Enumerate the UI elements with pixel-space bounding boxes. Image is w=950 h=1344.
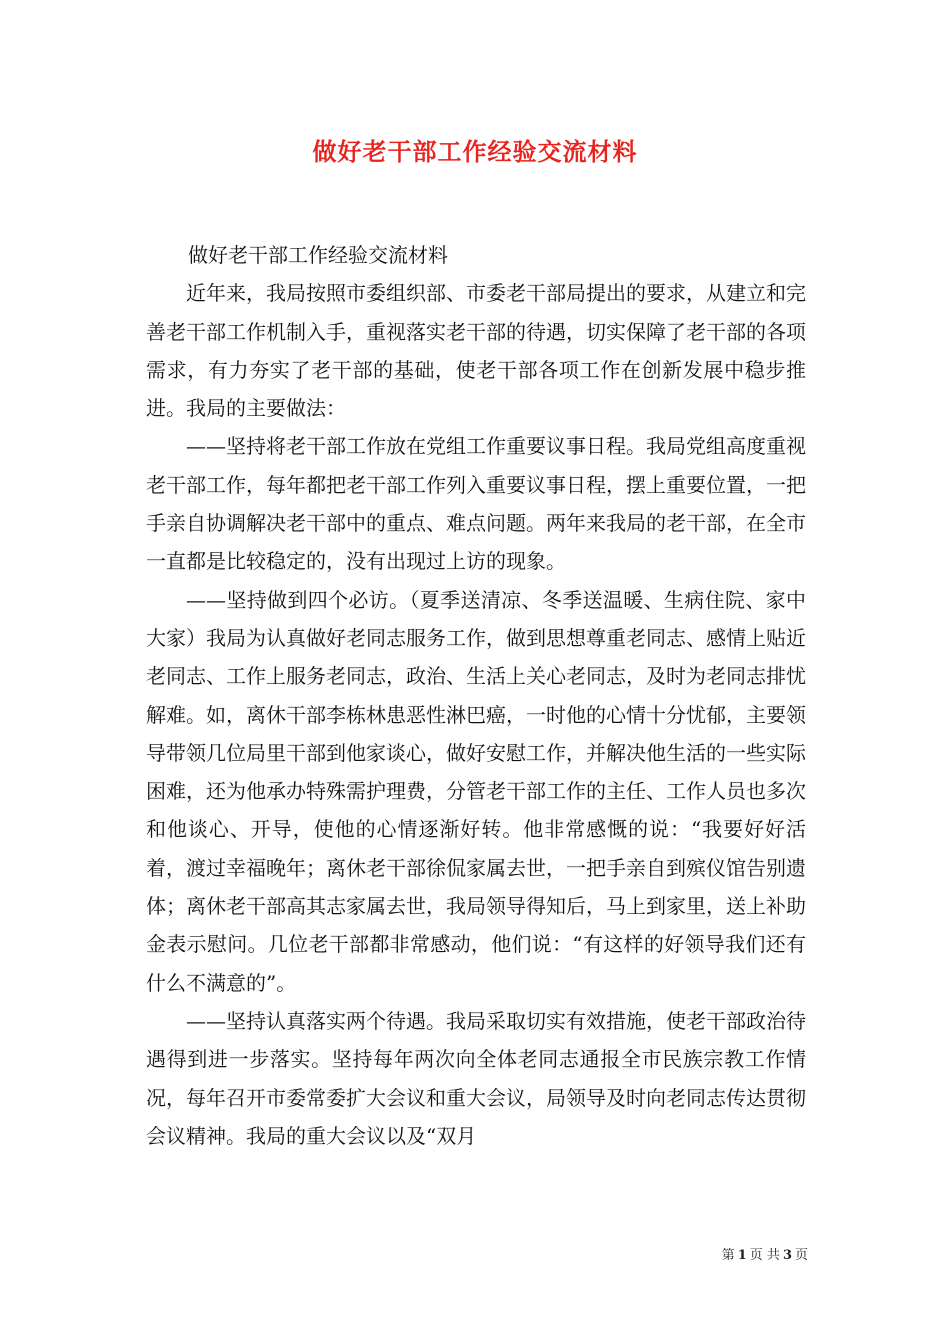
paragraph-two-benefits: ——坚持认真落实两个待遇。我局采取切实有效措施，使老干部政治待遇得到进一步落实。坚持每年两次向全体老同志通报全市民族宗教工作情况，每年召开市委常委扩大会议和重大会议，局领导及时向老同志传达贯彻会议精神。我局的重大会议以及“双月: [146, 1008, 806, 1148]
paragraph-intro: 近年来，我局按照市委组织部、市委老干部局提出的要求，从建立和完善老干部工作机制入手，重视落实老干部的待遇，切实保障了老干部的各项需求，有力夯实了老干部的基础，使老干部各项工作在创新发展中稳步推进。我局的主要做法：: [146, 281, 806, 421]
document-body: [146, 236, 806, 1155]
paragraph-agenda: ——坚持将老干部工作放在党组工作重要议事日程。我局党组高度重视老干部工作，每年都把老干部工作列入重要议事日程，摆上重要位置，一把手亲自协调解决老干部中的重点、难点问题。两年来我局的老干部，在全市一直都是比较稳定的，没有出现过上访的现象。: [146, 434, 806, 574]
document-subtitle: 做好老干部工作经验交流材料: [188, 243, 448, 267]
footer-current-page: 1: [737, 1248, 747, 1263]
footer-suffix: 页: [794, 1248, 808, 1263]
document-title: 做好老干部工作经验交流材料: [312, 137, 638, 166]
paragraph-four-visits: ——坚持做到四个必访。（夏季送清凉、冬季送温暖、生病住院、家中大家）我局为认真做好老同志服务工作，做到思想尊重老同志、感情上贴近老同志、工作上服务老同志，政治、生活上关心老同志，及时为老同志排忧解难。如，离休干部李栋林患恶性淋巴癌，一时他的心情十分忧郁，主要领导带领几位局里干部到他家谈心，做好安慰工作，并解决他生活的一些实际困难，还为他承办特殊需护理费，分管老干部工作的主任、工作人员也多次和他谈心、开导，使他的心情逐渐好转。他非常感慨的说：“我要好好活着，渡过幸福晚年；离休老干部徐侃家属去世，一把手亲自到殡仪馆告别遗体；离休老干部高其志家属去世，我局领导得知后，马上到家里，送上补助金表示慰问。几位老干部都非常感动，他们说：“有这样的好领导我们还有什么不满意的”。: [146, 587, 806, 995]
page-number-footer: [722, 1244, 808, 1263]
footer-middle: 页 共: [749, 1248, 780, 1263]
footer-prefix: 第: [721, 1248, 735, 1263]
footer-total-pages: 3: [782, 1248, 792, 1263]
